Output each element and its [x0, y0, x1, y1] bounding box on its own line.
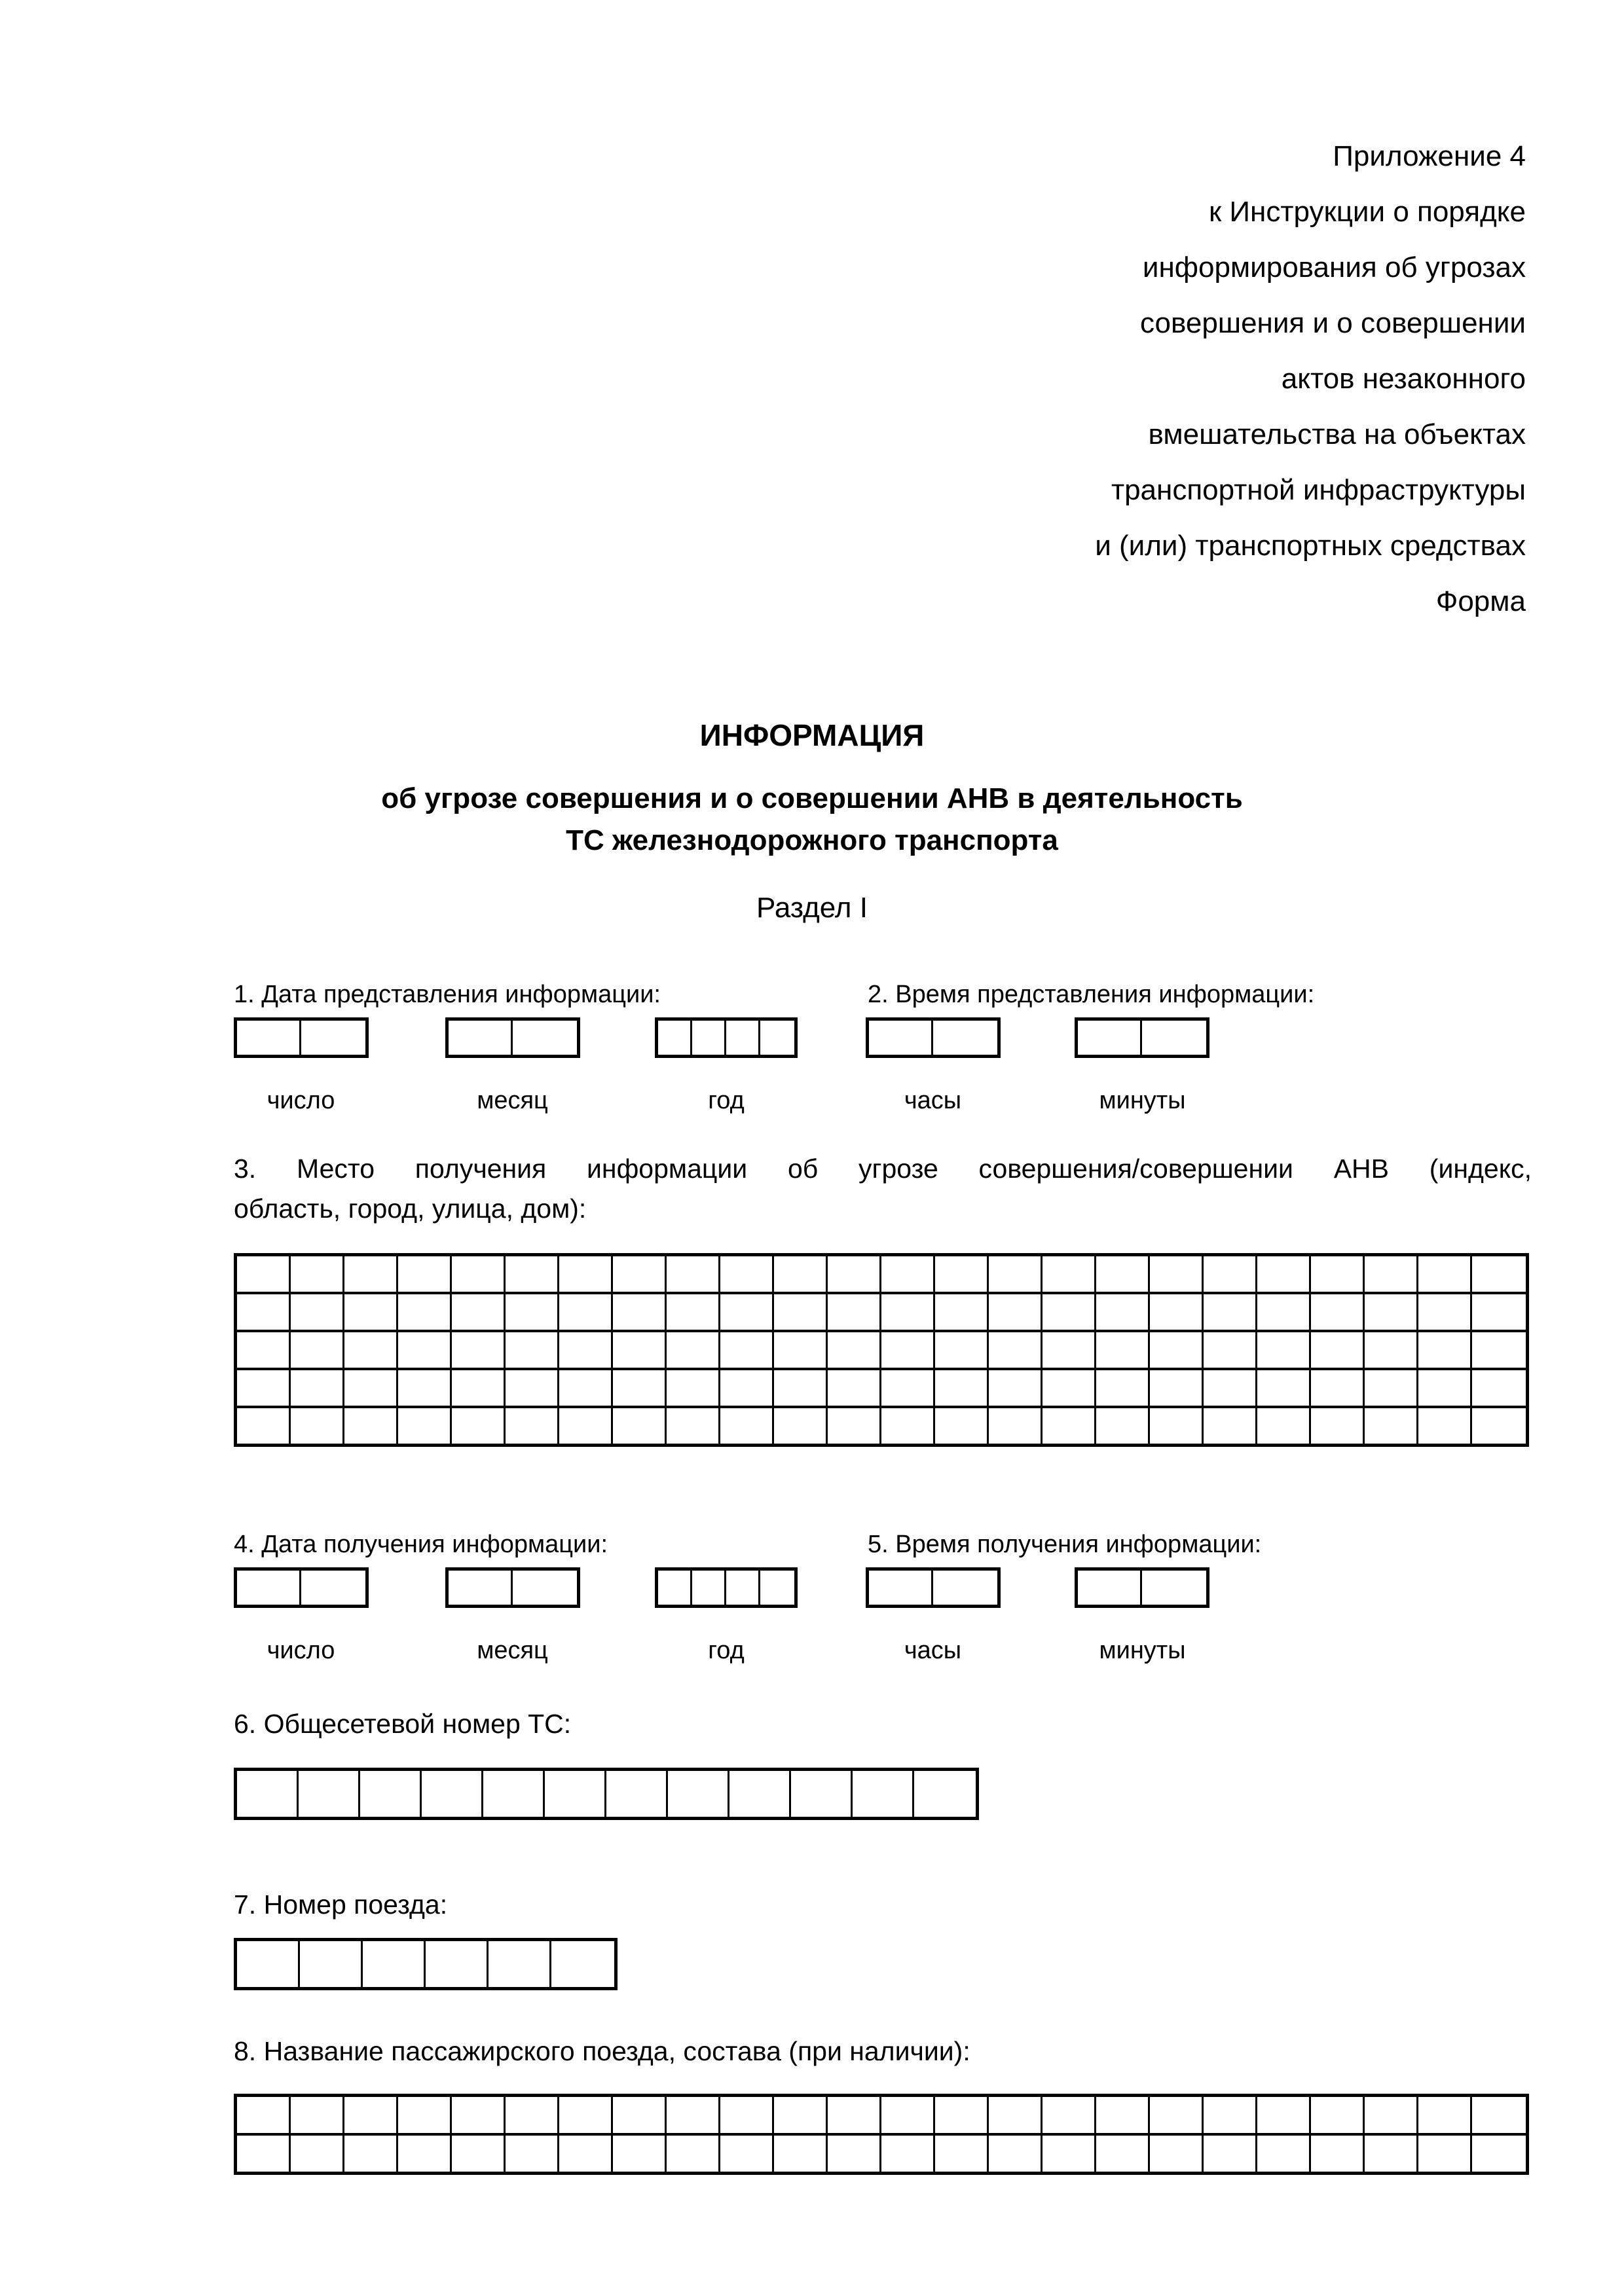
grid-cell[interactable] — [668, 1771, 729, 1817]
grid-cell[interactable] — [344, 1408, 398, 1444]
grid-cell[interactable] — [1043, 1332, 1096, 1368]
grid-cell[interactable] — [720, 1294, 774, 1330]
field3-label-line2: область, город, улица, дом): — [234, 1194, 587, 1224]
grid-cell[interactable] — [344, 1370, 398, 1406]
submission-month-box[interactable] — [445, 1017, 580, 1058]
grid-cell[interactable] — [1150, 2097, 1204, 2133]
grid-cell[interactable] — [881, 1294, 935, 1330]
grid-cell[interactable] — [828, 1408, 881, 1444]
grid-cell[interactable] — [291, 1256, 344, 1292]
grid-cell[interactable] — [1365, 1294, 1418, 1330]
receipt-minutes-box[interactable] — [1075, 1567, 1209, 1608]
grid-cell[interactable] — [774, 1332, 828, 1368]
vehicle-number-grid[interactable] — [234, 1768, 979, 1820]
grid-cell[interactable] — [237, 2097, 291, 2133]
month-caption: месяц — [477, 1087, 548, 1114]
grid-cell[interactable] — [344, 1256, 398, 1292]
grid-cell[interactable] — [1096, 1294, 1150, 1330]
grid-cell[interactable] — [1204, 1408, 1257, 1444]
grid-cell[interactable] — [989, 2097, 1043, 2133]
grid-cell[interactable] — [1096, 2136, 1150, 2172]
grid-cell[interactable] — [720, 2097, 774, 2133]
day-caption: число — [267, 1637, 335, 1664]
grid-cell[interactable] — [613, 2097, 667, 2133]
grid-row — [658, 1021, 794, 1055]
grid-cell[interactable] — [1365, 2097, 1418, 2133]
grid-cell[interactable] — [237, 1771, 299, 1817]
grid-cell[interactable] — [1472, 1408, 1526, 1444]
grid-cell[interactable] — [1418, 1294, 1472, 1330]
grid-cell[interactable] — [398, 1294, 452, 1330]
grid-cell[interactable] — [935, 2097, 989, 2133]
grid-cell[interactable] — [881, 1408, 935, 1444]
section-heading: Раздел I — [756, 892, 868, 924]
grid-cell[interactable] — [1472, 2136, 1526, 2172]
grid-cell[interactable] — [1078, 1021, 1142, 1055]
grid-cell[interactable] — [613, 2136, 667, 2172]
grid-cell[interactable] — [935, 1332, 989, 1368]
grid-cell[interactable] — [398, 1256, 452, 1292]
grid-cell[interactable] — [869, 1571, 933, 1605]
grid-cell[interactable] — [933, 1571, 997, 1605]
grid-cell[interactable] — [720, 1256, 774, 1292]
minutes-caption: минуты — [1099, 1637, 1186, 1664]
grid-cell[interactable] — [360, 1771, 422, 1817]
grid-row — [237, 1408, 1526, 1444]
grid-cell[interactable] — [1150, 1332, 1204, 1368]
grid-cell[interactable] — [881, 1370, 935, 1406]
grid-cell[interactable] — [1043, 2097, 1096, 2133]
grid-cell[interactable] — [989, 1256, 1043, 1292]
grid-cell[interactable] — [291, 1332, 344, 1368]
field3-label — [234, 1154, 1532, 1224]
grid-cell[interactable] — [506, 1256, 559, 1292]
grid-cell[interactable] — [1204, 1256, 1257, 1292]
year-caption: год — [708, 1087, 745, 1114]
receipt-day-box[interactable] — [234, 1567, 369, 1608]
grid-cell[interactable] — [1418, 1332, 1472, 1368]
grid-cell[interactable] — [513, 1021, 577, 1055]
grid-cell[interactable] — [1043, 1370, 1096, 1406]
grid-cell[interactable] — [489, 1941, 551, 1987]
grid-cell[interactable] — [301, 1571, 365, 1605]
grid-cell[interactable] — [760, 1021, 794, 1055]
grid-cell[interactable] — [729, 1771, 791, 1817]
grid-cell[interactable] — [237, 1370, 291, 1406]
grid-cell[interactable] — [1311, 1370, 1365, 1406]
grid-cell[interactable] — [344, 2136, 398, 2172]
grid-cell[interactable] — [933, 1021, 997, 1055]
grid-cell[interactable] — [291, 1408, 344, 1444]
grid-cell[interactable] — [720, 2136, 774, 2172]
grid-cell[interactable] — [791, 1771, 853, 1817]
grid-cell[interactable] — [1257, 2097, 1311, 2133]
grid-cell[interactable] — [869, 1021, 933, 1055]
grid-cell[interactable] — [300, 1941, 363, 1987]
grid-cell[interactable] — [398, 1370, 452, 1406]
grid-cell[interactable] — [513, 1571, 577, 1605]
grid-cell[interactable] — [881, 1332, 935, 1368]
grid-cell[interactable] — [237, 1256, 291, 1292]
grid-cell[interactable] — [506, 2097, 559, 2133]
grid-row — [869, 1021, 997, 1055]
appendix-line: совершения и о совершении — [1140, 307, 1526, 339]
grid-cell[interactable] — [1418, 2136, 1472, 2172]
grid-cell[interactable] — [989, 1294, 1043, 1330]
grid-cell[interactable] — [1204, 1332, 1257, 1368]
grid-cell[interactable] — [398, 1332, 452, 1368]
grid-cell[interactable] — [1150, 1408, 1204, 1444]
grid-cell[interactable] — [1142, 1571, 1206, 1605]
grid-cell[interactable] — [1472, 1294, 1526, 1330]
grid-cell[interactable] — [237, 2136, 291, 2172]
grid-cell[interactable] — [1204, 2097, 1257, 2133]
submission-hours-box[interactable] — [866, 1017, 1001, 1058]
grid-cell[interactable] — [692, 1571, 726, 1605]
grid-cell[interactable] — [658, 1571, 692, 1605]
field2-label: 2. Время представления информации: — [868, 981, 1315, 1008]
grid-cell[interactable] — [1311, 1408, 1365, 1444]
grid-cell[interactable] — [989, 1370, 1043, 1406]
grid-cell[interactable] — [1257, 1370, 1311, 1406]
grid-cell[interactable] — [658, 1021, 692, 1055]
grid-cell[interactable] — [559, 2136, 613, 2172]
grid-cell[interactable] — [301, 1021, 365, 1055]
submission-day-box[interactable] — [234, 1017, 369, 1058]
grid-cell[interactable] — [667, 1332, 720, 1368]
grid-cell[interactable] — [559, 1332, 613, 1368]
grid-cell[interactable] — [774, 1408, 828, 1444]
grid-cell[interactable] — [1096, 1332, 1150, 1368]
appendix-line: актов незаконного — [1281, 363, 1526, 395]
train-name-grid[interactable] — [234, 2094, 1529, 2175]
grid-cell[interactable] — [774, 1294, 828, 1330]
grid-cell[interactable] — [237, 1941, 300, 1987]
receipt-year-box[interactable] — [655, 1567, 798, 1608]
grid-cell[interactable] — [1418, 1370, 1472, 1406]
grid-cell[interactable] — [559, 1408, 613, 1444]
grid-cell[interactable] — [1150, 1294, 1204, 1330]
grid-row — [658, 1571, 794, 1605]
grid-cell[interactable] — [774, 1370, 828, 1406]
grid-cell[interactable] — [720, 1408, 774, 1444]
grid-cell[interactable] — [828, 1256, 881, 1292]
grid-cell[interactable] — [667, 2097, 720, 2133]
grid-cell[interactable] — [989, 1408, 1043, 1444]
grid-row — [449, 1021, 577, 1055]
grid-cell[interactable] — [506, 1294, 559, 1330]
grid-row — [449, 1571, 577, 1605]
grid-cell[interactable] — [506, 2136, 559, 2172]
grid-cell[interactable] — [1472, 1332, 1526, 1368]
grid-cell[interactable] — [989, 2136, 1043, 2172]
grid-cell[interactable] — [344, 1294, 398, 1330]
page-title: ИНФОРМАЦИЯ — [699, 718, 925, 752]
grid-cell[interactable] — [613, 1256, 667, 1292]
grid-row — [237, 1941, 614, 1987]
grid-cell[interactable] — [881, 1256, 935, 1292]
grid-cell[interactable] — [1078, 1571, 1142, 1605]
grid-cell[interactable] — [1365, 1408, 1418, 1444]
grid-cell[interactable] — [1257, 1294, 1311, 1330]
grid-row — [237, 1571, 365, 1605]
grid-cell[interactable] — [774, 2136, 828, 2172]
grid-cell[interactable] — [1150, 1370, 1204, 1406]
grid-cell[interactable] — [935, 1294, 989, 1330]
grid-cell[interactable] — [828, 1294, 881, 1330]
grid-cell[interactable] — [559, 1370, 613, 1406]
grid-cell[interactable] — [1365, 1370, 1418, 1406]
grid-cell[interactable] — [1365, 1332, 1418, 1368]
grid-row — [237, 1771, 976, 1817]
grid-row — [1078, 1571, 1206, 1605]
grid-cell[interactable] — [667, 1370, 720, 1406]
grid-cell[interactable] — [559, 1294, 613, 1330]
appendix-line: и (или) транспортных средствах — [1095, 530, 1526, 562]
grid-cell[interactable] — [1150, 1256, 1204, 1292]
grid-cell[interactable] — [291, 2136, 344, 2172]
grid-cell[interactable] — [881, 2097, 935, 2133]
grid-cell[interactable] — [237, 1408, 291, 1444]
grid-cell[interactable] — [426, 1941, 489, 1987]
page-subtitle-line: об угрозе совершения и о совершении АНВ в деятельность — [381, 782, 1243, 814]
grid-cell[interactable] — [726, 1571, 760, 1605]
grid-cell[interactable] — [1257, 1256, 1311, 1292]
grid-cell[interactable] — [828, 2136, 881, 2172]
grid-cell[interactable] — [828, 1332, 881, 1368]
year-caption: год — [708, 1637, 745, 1664]
grid-cell[interactable] — [1311, 2097, 1365, 2133]
grid-cell[interactable] — [774, 1256, 828, 1292]
hours-caption: часы — [904, 1637, 962, 1664]
grid-cell[interactable] — [452, 1370, 506, 1406]
hours-caption: часы — [904, 1087, 962, 1114]
train-number-grid[interactable] — [234, 1938, 618, 1990]
grid-cell[interactable] — [1204, 2136, 1257, 2172]
grid-cell[interactable] — [559, 1256, 613, 1292]
grid-cell[interactable] — [1096, 1256, 1150, 1292]
grid-cell[interactable] — [1043, 1256, 1096, 1292]
field6-label: 6. Общесетевой номер ТС: — [234, 1709, 572, 1739]
grid-cell[interactable] — [452, 2136, 506, 2172]
appendix-header — [1095, 128, 1526, 629]
grid-cell[interactable] — [828, 1370, 881, 1406]
grid-cell[interactable] — [1418, 1408, 1472, 1444]
grid-cell[interactable] — [506, 1408, 559, 1444]
receipt-month-box[interactable] — [445, 1567, 580, 1608]
appendix-line: к Инструкции о порядке — [1208, 196, 1526, 228]
field8-label: 8. Название пассажирского поезда, состава (при наличии): — [234, 2036, 970, 2066]
appendix-line: вмешательства на объектах — [1148, 418, 1526, 450]
grid-row — [237, 2136, 1526, 2172]
grid-cell[interactable] — [1418, 2097, 1472, 2133]
grid-cell[interactable] — [1365, 2136, 1418, 2172]
grid-cell[interactable] — [720, 1332, 774, 1368]
grid-cell[interactable] — [613, 1370, 667, 1406]
grid-cell[interactable] — [667, 2136, 720, 2172]
grid-cell[interactable] — [449, 1021, 513, 1055]
grid-cell[interactable] — [606, 1771, 668, 1817]
field7-label: 7. Номер поезда: — [234, 1889, 448, 1920]
grid-row — [237, 2097, 1526, 2136]
grid-cell[interactable] — [1043, 1294, 1096, 1330]
grid-cell[interactable] — [1311, 1294, 1365, 1330]
grid-row — [1078, 1021, 1206, 1055]
grid-cell[interactable] — [760, 1571, 794, 1605]
grid-cell[interactable] — [935, 1370, 989, 1406]
page-subtitle — [0, 778, 1624, 862]
grid-cell[interactable] — [1418, 1256, 1472, 1292]
submission-minutes-box[interactable] — [1075, 1017, 1209, 1058]
grid-cell[interactable] — [452, 1256, 506, 1292]
grid-cell[interactable] — [299, 1771, 360, 1817]
grid-cell[interactable] — [506, 1332, 559, 1368]
grid-cell[interactable] — [667, 1256, 720, 1292]
grid-cell[interactable] — [1311, 1332, 1365, 1368]
grid-cell[interactable] — [1365, 1256, 1418, 1292]
grid-cell[interactable] — [935, 1408, 989, 1444]
grid-cell[interactable] — [551, 1941, 614, 1987]
grid-cell[interactable] — [422, 1771, 483, 1817]
grid-cell[interactable] — [1043, 2136, 1096, 2172]
grid-cell[interactable] — [452, 1408, 506, 1444]
day-caption: число — [267, 1087, 335, 1114]
grid-cell[interactable] — [291, 1370, 344, 1406]
grid-cell[interactable] — [881, 2136, 935, 2172]
grid-cell[interactable] — [720, 1370, 774, 1406]
month-caption: месяц — [477, 1637, 548, 1664]
grid-cell[interactable] — [398, 2097, 452, 2133]
grid-cell[interactable] — [1257, 1408, 1311, 1444]
grid-cell[interactable] — [774, 2097, 828, 2133]
grid-row — [237, 1370, 1526, 1408]
grid-cell[interactable] — [1311, 2136, 1365, 2172]
grid-row — [237, 1294, 1526, 1332]
grid-row — [237, 1256, 1526, 1294]
grid-cell[interactable] — [291, 2097, 344, 2133]
field5-label: 5. Время получения информации: — [868, 1531, 1262, 1558]
grid-cell[interactable] — [363, 1941, 426, 1987]
grid-cell[interactable] — [828, 2097, 881, 2133]
field4-label: 4. Дата получения информации: — [234, 1531, 608, 1558]
grid-cell[interactable] — [237, 1294, 291, 1330]
field1-label: 1. Дата представления информации: — [234, 981, 661, 1008]
grid-cell[interactable] — [1043, 1408, 1096, 1444]
field3-label-line1: 3. Место получения информации об угрозе совершения/совершении АНВ (индекс, — [234, 1154, 1532, 1184]
grid-cell[interactable] — [692, 1021, 726, 1055]
grid-cell[interactable] — [726, 1021, 760, 1055]
grid-cell[interactable] — [483, 1771, 545, 1817]
grid-cell[interactable] — [237, 1332, 291, 1368]
address-grid[interactable] — [234, 1253, 1529, 1447]
grid-cell[interactable] — [989, 1332, 1043, 1368]
grid-cell[interactable] — [667, 1294, 720, 1330]
grid-cell[interactable] — [1096, 2097, 1150, 2133]
grid-cell[interactable] — [1096, 1408, 1150, 1444]
appendix-line: транспортной инфраструктуры — [1111, 474, 1526, 506]
grid-cell[interactable] — [449, 1571, 513, 1605]
minutes-caption: минуты — [1099, 1087, 1186, 1114]
grid-cell[interactable] — [613, 1408, 667, 1444]
grid-cell[interactable] — [1096, 1370, 1150, 1406]
grid-cell[interactable] — [398, 2136, 452, 2172]
grid-cell[interactable] — [398, 1408, 452, 1444]
grid-cell[interactable] — [935, 1256, 989, 1292]
grid-row — [869, 1571, 997, 1605]
grid-cell[interactable] — [559, 2097, 613, 2133]
grid-cell[interactable] — [344, 2097, 398, 2133]
grid-cell[interactable] — [667, 1408, 720, 1444]
grid-cell[interactable] — [545, 1771, 606, 1817]
grid-cell[interactable] — [613, 1332, 667, 1368]
submission-year-box[interactable] — [655, 1017, 798, 1058]
grid-cell[interactable] — [1472, 1370, 1526, 1406]
grid-cell[interactable] — [853, 1771, 914, 1817]
receipt-hours-box[interactable] — [866, 1567, 1001, 1608]
grid-cell[interactable] — [1311, 1256, 1365, 1292]
grid-cell[interactable] — [613, 1294, 667, 1330]
grid-cell[interactable] — [291, 1294, 344, 1330]
grid-cell[interactable] — [506, 1370, 559, 1406]
form-mark: Форма — [1435, 585, 1526, 617]
grid-cell[interactable] — [452, 2097, 506, 2133]
grid-cell[interactable] — [452, 1332, 506, 1368]
grid-cell[interactable] — [1150, 2136, 1204, 2172]
grid-cell[interactable] — [1257, 1332, 1311, 1368]
grid-cell[interactable] — [1204, 1370, 1257, 1406]
grid-row — [237, 1021, 365, 1055]
grid-cell[interactable] — [914, 1771, 976, 1817]
grid-cell[interactable] — [237, 1021, 301, 1055]
grid-cell[interactable] — [1472, 2097, 1526, 2133]
grid-cell[interactable] — [237, 1571, 301, 1605]
grid-cell[interactable] — [935, 2136, 989, 2172]
grid-row — [237, 1332, 1526, 1370]
grid-cell[interactable] — [1257, 2136, 1311, 2172]
grid-cell[interactable] — [344, 1332, 398, 1368]
grid-cell[interactable] — [452, 1294, 506, 1330]
grid-cell[interactable] — [1142, 1021, 1206, 1055]
grid-cell[interactable] — [1472, 1256, 1526, 1292]
appendix-line: информирования об угрозах — [1142, 251, 1526, 283]
grid-cell[interactable] — [1204, 1294, 1257, 1330]
appendix-line: Приложение 4 — [1333, 140, 1526, 172]
page-subtitle-line: ТС железнодорожного транспорта — [566, 824, 1058, 856]
